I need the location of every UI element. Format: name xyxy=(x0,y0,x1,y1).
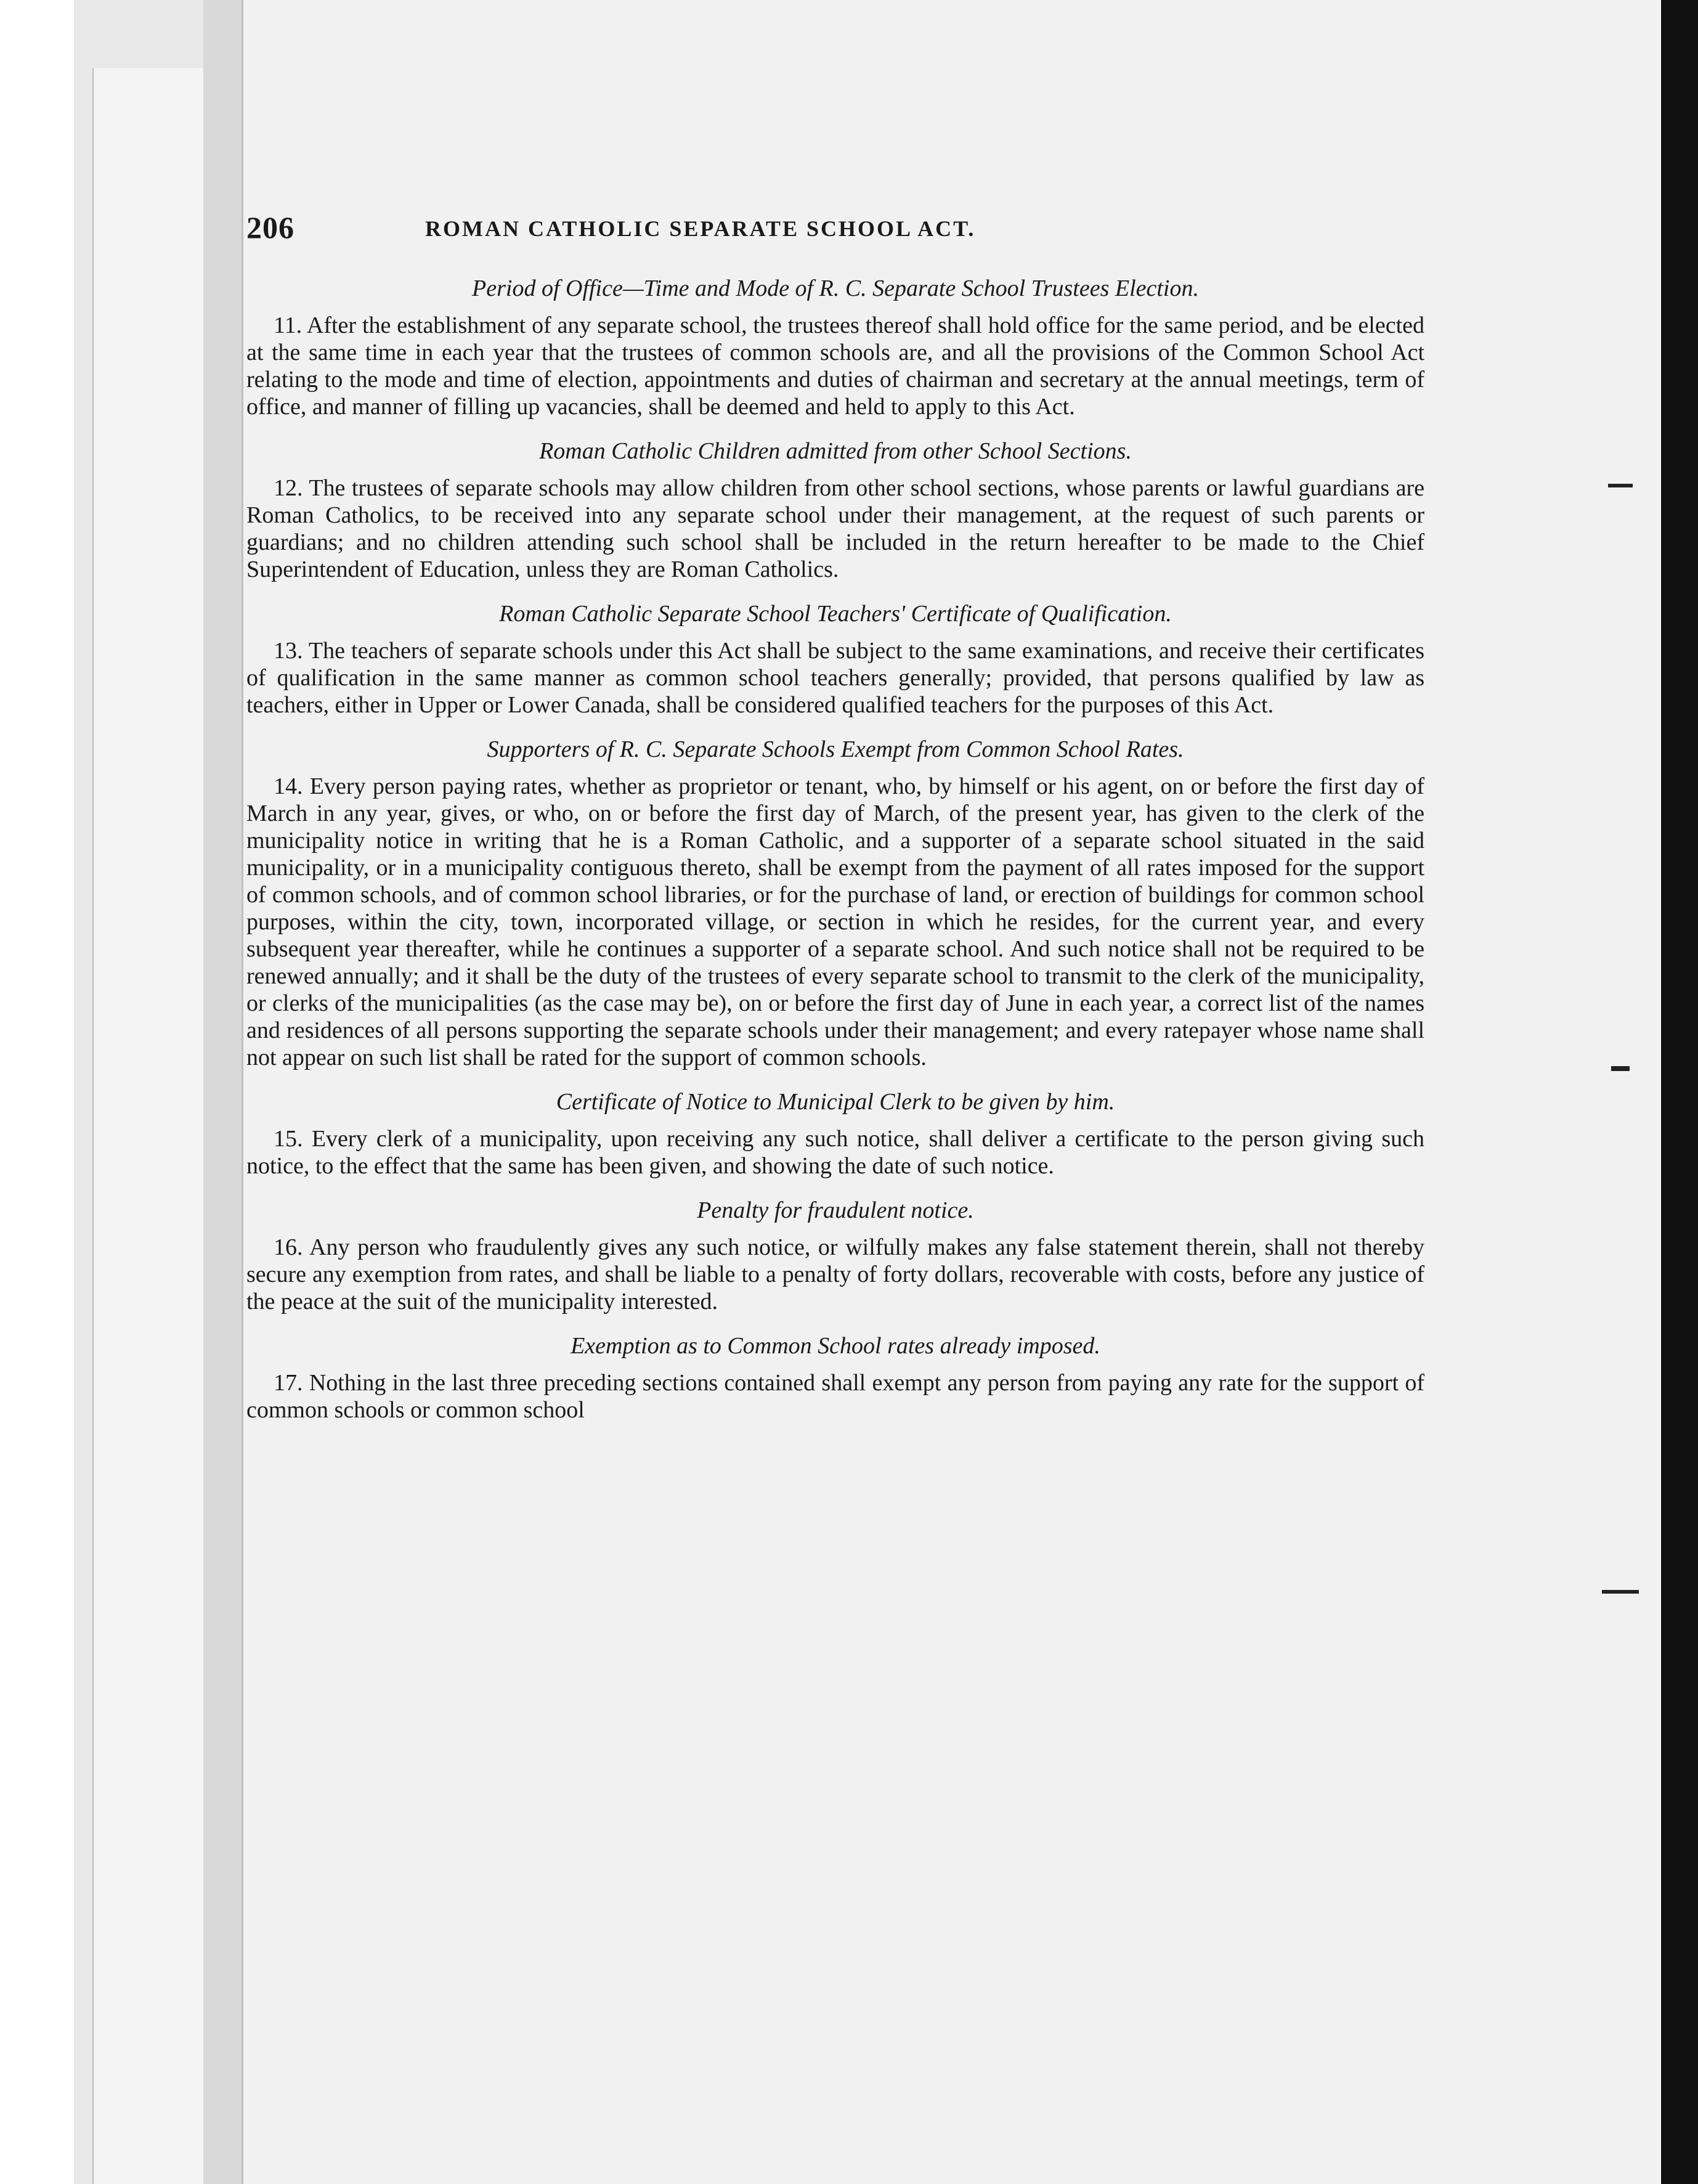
section-17 xyxy=(246,1331,1424,1424)
section-15 xyxy=(246,1087,1424,1180)
scan-mark xyxy=(1602,1590,1639,1594)
section-heading: Certificate of Notice to Municipal Clerk to be given by him. xyxy=(556,1089,1115,1115)
section-heading: Roman Catholic Children admitted from other School Sections. xyxy=(539,438,1132,464)
section-13 xyxy=(246,599,1424,719)
section-text: The teachers of separate schools under this Act shall be subject to the same examinations, and receive their certificates of qualification in the same manner as common school teachers generally; provided, that persons qualified by law as teachers, either in Upper or Lower Canada, shall be considered qualified teachers for the purposes of this Act. xyxy=(246,638,1424,718)
section-number: 17. xyxy=(274,1370,303,1396)
scan-mark xyxy=(1611,1066,1630,1071)
section-16 xyxy=(246,1196,1424,1315)
section-number: 16. xyxy=(274,1234,303,1260)
section-text: After the establishment of any separate school, the trustees thereof shall hold office for the same period, and be elected at the same time in each year that the trustees of common schools are, and all the provisions of the Common School Act relating to the mode and time of election, appointments and duties of chairman and secretary at the annual meetings, term of office, and manner of filling up vacancies, shall be deemed and held to apply to this Act. xyxy=(246,312,1424,420)
section-heading: Period of Office—Time and Mode of R. C. Separate School Trustees Election. xyxy=(472,275,1199,301)
section-body xyxy=(246,475,1424,583)
section-text: Every person paying rates, whether as proprietor or tenant, who, by himself or his agent, on or before the first day of March in any year, gives, or who, on or before the first day of March, of the present year, has given to the clerk of the municipality notice in writing that he is a Roman Catholic, and a supporter of a separate school situated in the said municipality, or in a municipality contiguous thereto, shall be exempt from the payment of all rates imposed for the support of common schools, and of common school libraries, or for the purchase of land, or erection of buildings for common school purposes, within the city, town, incorporated village, or section in which he resides, for the current year, and every subsequent year thereafter, while he continues a supporter of a separate school. And such notice shall not be required to be renewed annually; and it shall be the duty of the trustees of every separate school to transmit to the clerk of the municipality, or clerks of the municipalities (as the case may be), on or before the first day of June in each year, a correct list of the names and residences of all persons supporting the separate schools under their management; and every ratepayer whose name shall not appear on such list shall be rated for the support of common schools. xyxy=(246,773,1425,1070)
section-text: Nothing in the last three preceding sections contained shall exempt any person from paying any rate for the support of common schools or common school xyxy=(246,1370,1425,1423)
section-number: 13. xyxy=(274,638,303,664)
section-heading: Exemption as to Common School rates already imposed. xyxy=(571,1333,1100,1359)
section-text: Every clerk of a municipality, upon receiving any such notice, shall deliver a certificate to the person giving such notice, to the effect that the same has been given, and showing the date of such notice. xyxy=(246,1126,1424,1179)
section-number: 12. xyxy=(274,475,303,501)
section-number: 11. xyxy=(274,312,303,338)
scan-mark xyxy=(1608,484,1633,487)
section-heading: Penalty for fraudulent notice. xyxy=(697,1197,974,1223)
scan-dark-edge xyxy=(1661,0,1698,2184)
section-text: Any person who fraudulently gives any such notice, or wilfully makes any false statement therein, shall not thereby secure any exemption from rates, and shall be liable to a penalty of forty dollars, recoverable with costs, before any justice of the peace at the suit of the municipality interested. xyxy=(246,1234,1425,1314)
section-text: The trustees of separate schools may allow children from other school sections, whose parents or lawful guardians are Roman Catholics, to be received into any separate school under their management, at the request of such parents or guardians; and no children attending such school shall be included in the return hereafter to be made to the Chief Superintendent of Education, unless they are Roman Catholics. xyxy=(246,475,1424,582)
section-body xyxy=(246,1369,1424,1424)
section-body xyxy=(246,312,1424,420)
section-12 xyxy=(246,436,1424,583)
section-number: 14. xyxy=(274,773,303,799)
underlying-page-edge-inner xyxy=(92,68,217,2184)
section-heading: Roman Catholic Separate School Teachers' Certificate of Qualification. xyxy=(499,601,1172,627)
section-body xyxy=(246,1125,1424,1180)
section-number: 15. xyxy=(274,1126,303,1152)
section-14 xyxy=(246,735,1424,1071)
section-11 xyxy=(246,274,1424,420)
section-body xyxy=(246,1234,1424,1315)
running-title: ROMAN CATHOLIC SEPARATE SCHOOL ACT. xyxy=(425,216,976,241)
page-header xyxy=(246,210,1424,253)
section-heading: Supporters of R. C. Separate Schools Exempt from Common School Rates. xyxy=(487,736,1184,762)
page-content xyxy=(246,210,1424,1440)
page-number: 206 xyxy=(246,210,295,245)
binding-shadow xyxy=(203,0,246,2184)
section-body xyxy=(246,637,1424,719)
section-body xyxy=(246,773,1424,1071)
